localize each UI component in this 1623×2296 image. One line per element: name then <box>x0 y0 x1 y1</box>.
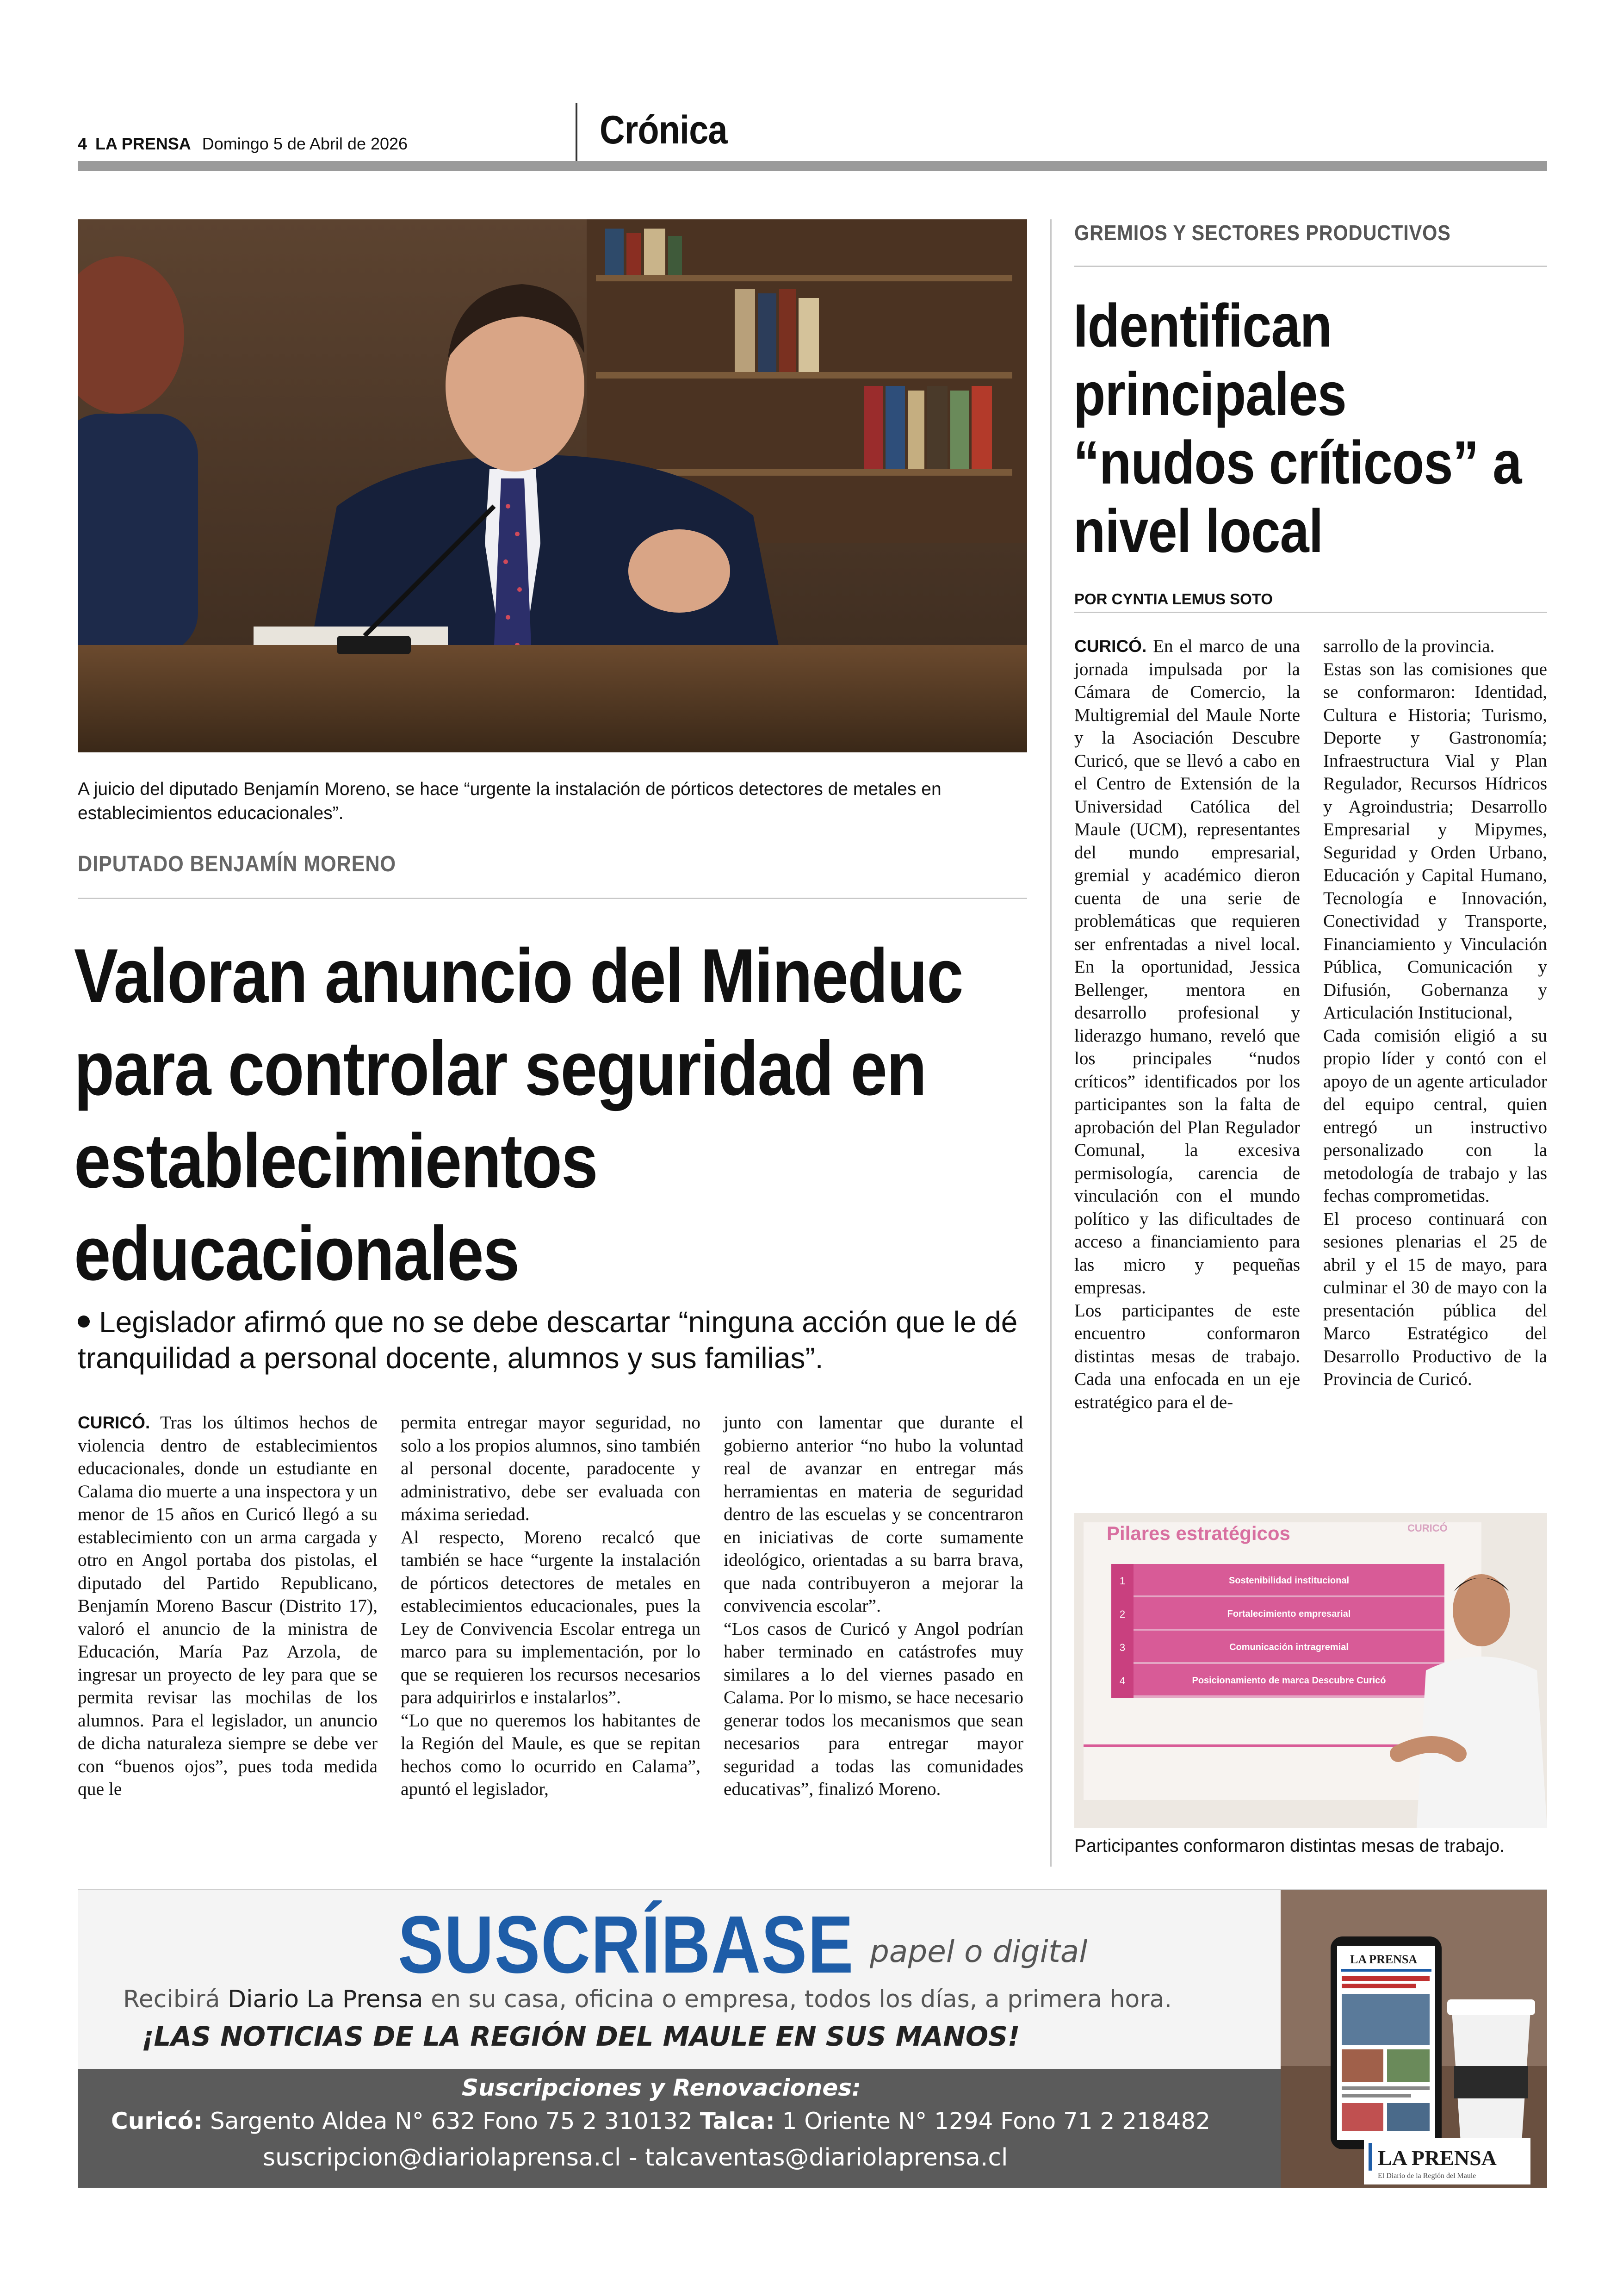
bullet-icon <box>78 1316 90 1328</box>
body-paragraph: El proceso continuará con sesiones plenarias el 25 de abril y el 15 de mayo, para culminar el 30 de mayo con la presentación pública del Marco Estratégico del Desarrollo Productivo de la Provincia de Curicó. <box>1323 1209 1547 1389</box>
body-paragraph: Los participantes de este encuentro conformaron distintas mesas de trabajo. Cada una enfocada en un eje estratégico para el de- <box>1074 1300 1300 1412</box>
coffee-cup-icon <box>1447 1999 1535 2149</box>
ad-emails[interactable]: suscripcion@diariolaprensa.cl - talcaventas@diariolaprensa.cl <box>263 2144 1008 2172</box>
ad-description-text: Recibirá <box>123 1986 228 2013</box>
main-article-photo <box>78 219 1027 752</box>
phone-brand: LA PRENSA <box>1350 1953 1418 1966</box>
body-paragraph: “Lo que no queremos los habitantes de la Región del Maule, es que se repitan hechos como lo ocurrido en Calama”, apuntó el legislador, <box>401 1710 700 1799</box>
ad-title: SUSCRÍBASE <box>398 1899 855 1990</box>
byline: POR CYNTIA LEMUS SOTO <box>1074 590 1273 608</box>
slide-row-number: 3 <box>1119 1642 1126 1653</box>
body-paragraph: permita entregar mayor seguridad, no solo a los propios alumnos, sino también al personal docente, paradocente y administrativo, debe ser evaluada con máxima seriedad. <box>401 1412 700 1524</box>
column-divider <box>1050 219 1052 1867</box>
body-paragraph: “Los casos de Curicó y Angol podrían haber terminado en catástrofes muy similares a lo del viernes pasado en Calama. Por lo mismo, se hace necesario generar todos los mecanismos que sean necesarios para entregar mayor seguridad a todas las comunidades educativas”, finalizó Moreno. <box>724 1618 1023 1799</box>
header-rule <box>78 161 1547 171</box>
ad-band-title: Suscripciones y Renovaciones: <box>462 2074 861 2101</box>
header-divider <box>576 103 577 161</box>
page-header-info <box>78 134 408 154</box>
slide-row-text: Posicionamiento de marca Descubre Curicó <box>1192 1675 1386 1686</box>
body-paragraph: sarrollo de la provincia. <box>1323 636 1495 656</box>
workshop-presentation-illustration <box>1074 1513 1547 1828</box>
logo-name: LA PRENSA <box>1378 2146 1497 2170</box>
slide-row-text: Sostenibilidad institucional <box>1228 1576 1350 1586</box>
slide-title: Pilares estratégicos <box>1107 1522 1290 1544</box>
header-brand: LA PRENSA <box>95 134 191 153</box>
logo-tagline: El Diario de la Región del Maule <box>1378 2172 1476 2180</box>
side-article-column-2 <box>1323 635 1547 1391</box>
slide-row-text: Fortalecimiento empresarial <box>1227 1609 1351 1619</box>
ad-subtitle: papel o digital <box>870 1934 1088 1969</box>
main-lead-text: Legislador afirmó que no se debe descartar “ninguna acción que le dé tranquilidad a personal docente, alumnos y sus familias”. <box>78 1305 1018 1375</box>
body-paragraph: junto con lamentar que durante el gobierno anterior “no hubo la voluntad real de avanzar en entregar más herramientas en materia de seguridad dentro de las escuelas y se concentraron en iniciativas de corte sumamente ideológico, orientadas a su barra brava, que nada contribuyeron a mejorar la convivencia escolar”. <box>724 1412 1023 1616</box>
main-article-column-3 <box>724 1411 1023 1801</box>
side-photo-caption: Participantes conformaron distintas mesas de trabajo. <box>1074 1836 1505 1856</box>
ad-addresses <box>111 2108 1210 2135</box>
page-number: 4 <box>78 134 87 153</box>
kicker-rule <box>1074 266 1547 267</box>
kicker-rule <box>78 898 1027 899</box>
ad-description <box>123 1986 1172 2013</box>
subscription-ad[interactable] <box>78 1889 1547 2188</box>
byline-rule <box>1074 612 1547 613</box>
slide-table <box>1111 1564 1444 1698</box>
main-headline: Valoran anuncio del Mineduc para controlar seguridad en establecimientos educacionales <box>74 933 963 1297</box>
issue-date: Domingo 5 de Abril de 2026 <box>202 134 408 153</box>
body-paragraph: Cada comisión eligió a su propio líder y contó con el apoyo de un agente articulador del equipo central, quien entregó un instructivo personalizado con la metodología de trabajo y las fechas comprometidas. <box>1323 1025 1547 1206</box>
slide-row-number: 4 <box>1119 1675 1126 1687</box>
body-paragraph: Estas son las comisiones que se conformaron: Identidad, Cultura e Historia; Turismo, Deporte y Gastronomía; Infraestructura Vial y Plan Regulador, Recursos Hídricos y Agroindustria; Desarrollo Empresarial y Mipymes, Seguridad y Orden Urbano, Educación y Capital Humano, Tecnología e Innovación, Conectividad y Transporte, Financiamiento y Vinculación Pública, Comunicación y Difusión, Gobernanza y Articulación Institucional, <box>1323 659 1547 1023</box>
slide-logo: CURICÓ <box>1407 1522 1448 1534</box>
dateline: CURICÓ. <box>1074 637 1147 656</box>
dateline: CURICÓ. <box>78 1413 150 1432</box>
body-text: En el marco de una jornada impulsada por la Cámara de Comercio, la Multigremial del Maule Norte y la Asociación Descubre Curicó, que se llevó a cabo en el Centro de Extensión de la Universidad Católica del Maule (UCM), representantes del mundo empresarial, gremial y académico dieron cuenta de una serie de problemáticas que requieren ser enfrentadas a nivel local. En la oportunidad, Jessica Bellenger, mentora en desarrollo profesional y liderazgo humano, reveló que los principales “nudos críticos” identificados por los participantes son la falta de aprobación del Plan Regulador Comunal, la excesiva permisología, carencia de vinculación con el mundo político y las dificultades de acceso a financiamiento para las micro y pequeñas empresas. <box>1074 636 1301 1297</box>
side-headline: Identifican principales “nudos críticos” a nivel local <box>1073 292 1522 565</box>
ad-slogan: ¡LAS NOTICIAS DE LA REGIÓN DEL MAULE EN SUS MANOS! <box>142 2021 1020 2052</box>
main-article-column-2 <box>401 1411 700 1801</box>
main-article-column-1 <box>78 1411 378 1801</box>
slide-row-number: 2 <box>1119 1608 1126 1620</box>
side-article-kicker: GREMIOS Y SECTORES PRODUCTIVOS <box>1074 221 1451 245</box>
body-text: Tras los últimos hechos de violencia dentro de establecimientos educacionales, donde un estudiante en Calama dio muerte a una inspectora y un menor de 15 años en Curicó llegó a su establecimiento con un arma cargada y otro en Angol portaba dos pistolas, el diputado del Partido Republicano, Benjamín Moreno Bascur (Distrito 17), valoró el anuncio de la ministra de Educación, María Paz Arzola, de ingresar un proyecto de ley para que se permita revisar las mochilas de los alumnos. Para el legislador, un anuncio de dicha naturaleza siempre se debe ver con “buenos ojos”, pues toda medida que le <box>78 1412 378 1799</box>
side-article-photo <box>1074 1513 1547 1828</box>
talca-label: Talca: <box>700 2108 775 2135</box>
curico-address: Sargento Aldea N° 632 Fono 75 2 310132 <box>203 2108 700 2135</box>
curico-label: Curicó: <box>111 2108 203 2135</box>
main-lead <box>78 1304 1031 1376</box>
body-paragraph: Al respecto, Moreno recalcó que también se hace “urgente la instalación de pórticos detectores de metales en establecimientos educacionales, pues la Ley de Convivencia Escolar entrega un marco para su implementación, por lo que se requieren los recursos necesarios para adquirirlos e instalarlos”. <box>401 1527 700 1707</box>
section-title: Crónica <box>600 108 727 152</box>
ad-newspaper-name: Diario La Prensa <box>228 1986 423 2013</box>
deputy-speaking-illustration <box>78 219 1027 752</box>
smartphone-icon <box>1331 1936 1442 2149</box>
talca-address: 1 Oriente N° 1294 Fono 71 2 218482 <box>774 2108 1211 2135</box>
main-photo-caption: A juicio del diputado Benjamín Moreno, se hace “urgente la instalación de pórticos detectores de metales en establecimientos educacionales”. <box>78 779 942 823</box>
la-prensa-logo <box>1364 2138 1530 2184</box>
ad-description-text: en su casa, oficina o empresa, todos los días, a primera hora. <box>423 1986 1172 2013</box>
slide-row-number: 1 <box>1119 1575 1126 1587</box>
slide-row-text: Comunicación intragremial <box>1229 1642 1349 1652</box>
main-article-kicker: DIPUTADO BENJAMÍN MORENO <box>78 852 396 876</box>
side-article-column-1 <box>1074 635 1300 1414</box>
